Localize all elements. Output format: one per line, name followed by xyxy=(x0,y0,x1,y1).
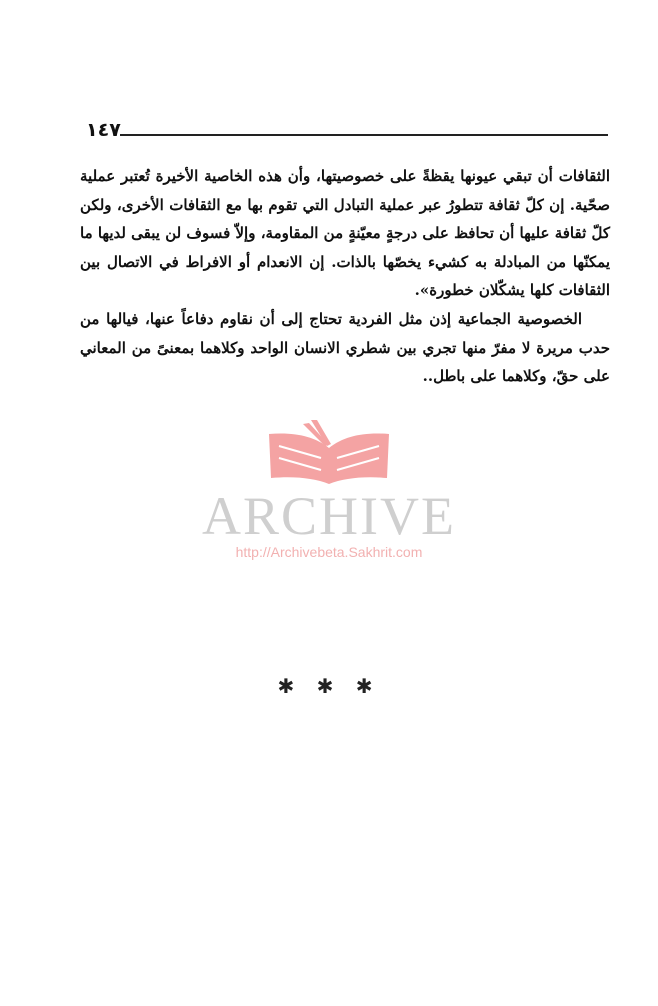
body-text xyxy=(80,162,610,391)
watermark-title: ARCHIVE xyxy=(202,486,456,546)
page-number: ١٤٧ xyxy=(86,119,121,141)
open-book-icon xyxy=(259,418,399,486)
watermark-url: http://Archivebeta.Sakhrit.com xyxy=(235,544,423,560)
paragraph-2: الخصوصية الجماعية إذن مثل الفردية تحتاج إلى أن نقاوم دفاعاً عنها، فيالها من حدب مريرة لا مفرّ منها تجري بين شطري الانسان الواحد وكلاهما بمعنىً من المعاني على حقّ، وكلاهما على باطل.. xyxy=(80,309,610,386)
paragraph-1: الثقافات أن تبقي عيونها يقظةً على خصوصيتها، وأن هذه الخاصية الأخيرة تُعتبر عملية صحّية. إن كلّ ثقافة تتطورُ عبر عملية التبادل التي تقوم بها مع الثقافات الأخرى، ولكن كلّ ثقافة عليها أن تحافظ على درجةٍ معيّنةٍ من المقاومة، وإلاّ فسوف لن يبقى لديها ما يمكنّها من المبادلة به كشيء يخصّها بالذات. إن الانعدام أو الافراط في الاتصال بين الثقافات كلها يشكّلان خطورة». xyxy=(80,167,610,300)
archive-watermark xyxy=(0,418,658,560)
section-ornament: ✱ ✱ ✱ xyxy=(277,674,381,698)
header-rule xyxy=(120,134,608,136)
